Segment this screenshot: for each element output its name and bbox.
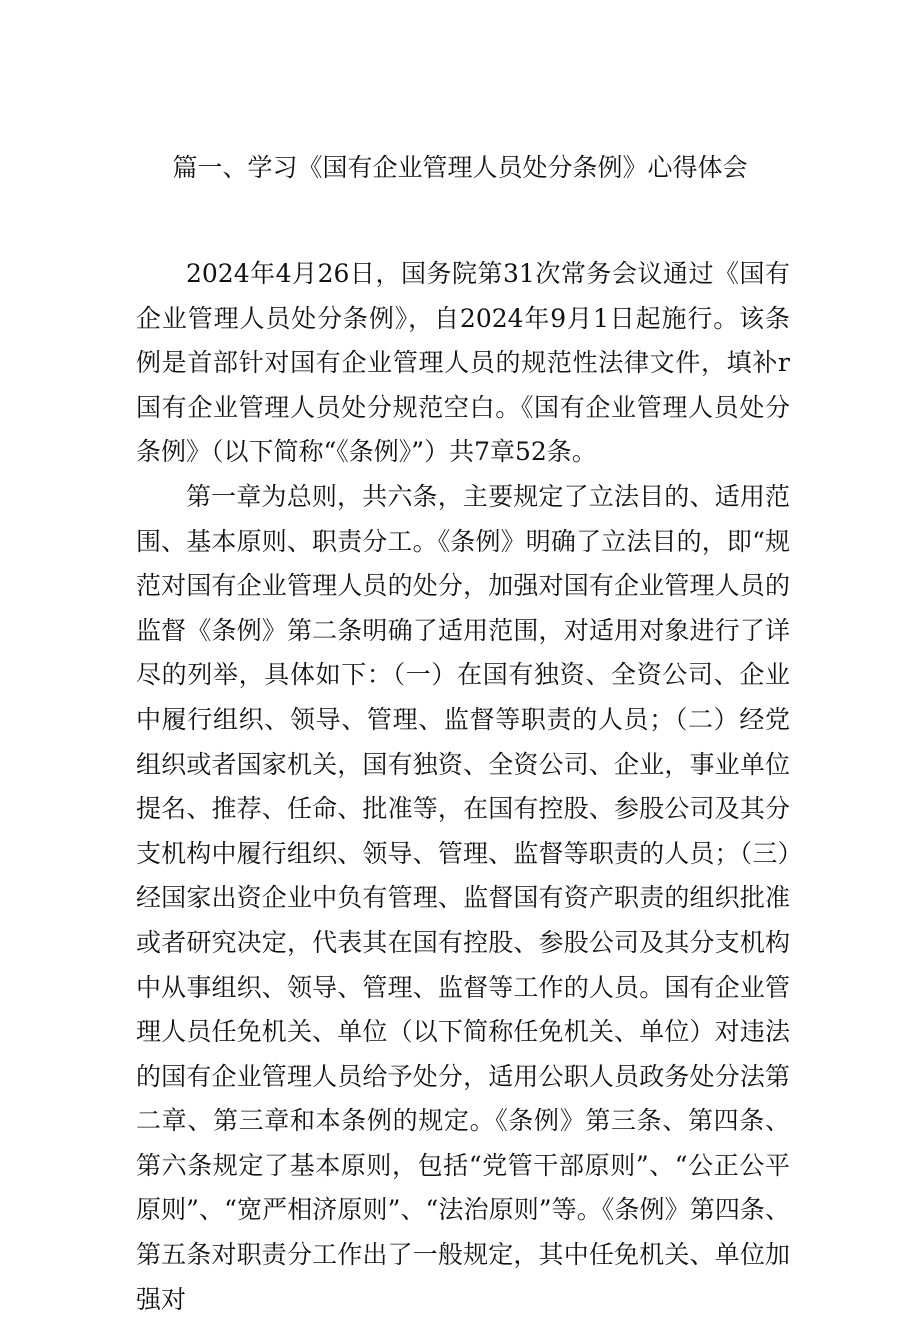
- document-body: [136, 252, 790, 1322]
- paragraph-intro: 2024年4月26日，国务院第31次常务会议通过《国有企业管理人员处分条例》，自2024年9月1日起施行。该条例是首部针对国有企业管理人员的规范性法律文件，填补r国有企业管理人员处分规范空白。《国有企业管理人员处分条例》（以下简称“《条例》”）共7章52条。: [136, 259, 790, 467]
- paragraph-chapter-one: 第一章为总则，共六条，主要规定了立法目的、适用范围、基本原则、职责分工。《条例》明确了立法目的，即“规范对国有企业管理人员的处分，加强对国有企业管理人员的监督《条例》第二条明确了适用范围，对适用对象进行了详尽的列举，具体如下：（一）在国有独资、全资公司、企业中履行组织、领导、管理、监督等职责的人员；（二）经党组织或者国家机关，国有独资、全资公司、企业，事业单位提名、推荐、任命、批准等，在国有控股、参股公司及其分支机构中履行组织、领导、管理、监督等职责的人员；（三）经国家出资企业中负有管理、监督国有资产职责的组织批准或者研究决定，代表其在国有控股、参股公司及其分支机构中从事组织、领导、管理、监督等工作的人员。国有企业管理人员任免机关、单位（以下简称任免机关、单位）对违法的国有企业管理人员给予处分，适用公职人员政务处分法第二章、第三章和本条例的规定。《条例》第三条、第四条、第六条规定了基本原则，包括“党管干部原则”、“公正公平原则”、“宽严相济原则”、“法治原则”等。《条例》第四条、第五条对职责分工作出了一般规定，其中任免机关、单位加强对: [136, 481, 790, 1314]
- document-title: 篇一、学习《国有企业管理人员处分条例》心得体会: [172, 153, 748, 182]
